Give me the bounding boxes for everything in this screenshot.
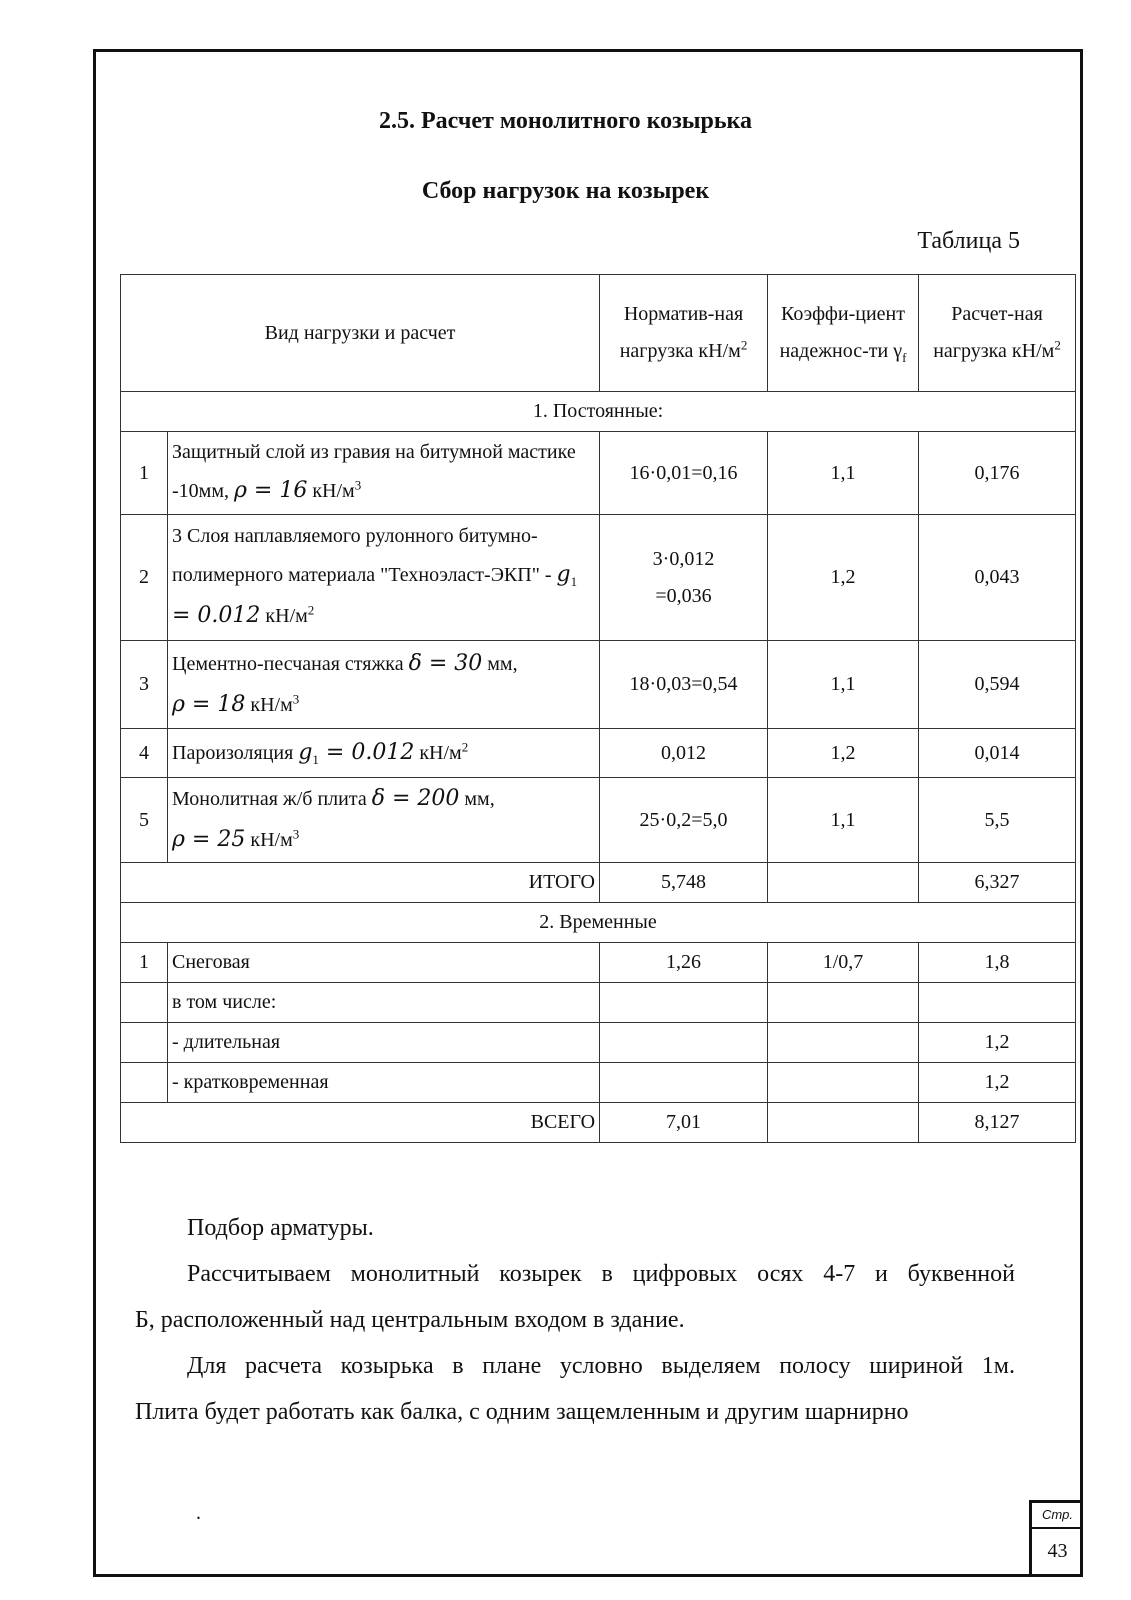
table-row: 3 Цементно-песчаная стяжка δ = 30 мм, ρ = 18 $кН/м^3$ 18·0,03=0,54 1,1 0,594: [121, 641, 1076, 729]
table-row: 1 Снеговая 1,26 1/0,7 1,8: [121, 943, 1076, 983]
section-heading: 2.5. Расчет монолитного козырька: [379, 108, 752, 134]
table-row: 1 Защитный слой из гравия на битумной мастике -10мм, ρ = 16 $кН/м^3$ 16·0,01=0,16 1,1 0,176: [121, 432, 1076, 515]
paragraph-strip: Для расчета козырька в плане условно выделяем полосу шириной 1м. Плита будет работать как балка, с одним защемленным и другим шарнирно: [135, 1353, 1015, 1425]
header-design: Расчет-ная нагрузка $кН/м^2$: [919, 275, 1076, 392]
section-row: 1. Постоянные:: [121, 392, 1076, 432]
table-row: 4 Пароизоляция $g_1 = 0.012$ $кН/м^2$ 0,012 1,2 0,014: [121, 729, 1076, 778]
paragraph-axes: Рассчитываем монолитный козырек в цифровых осях 4-7 и буквенной Б, расположенный над центральным входом в здание.: [135, 1261, 1015, 1333]
page-number: 43: [1047, 1540, 1068, 1562]
table-row: в том числе:: [121, 983, 1076, 1023]
table-header-row: [121, 275, 1076, 392]
page-stamp: [1029, 1500, 1083, 1577]
table-row: - длительная 1,2: [121, 1023, 1076, 1063]
load-description: 3 Слоя наплавляемого рулонного битумно-полимерного материала "Техноэласт-ЭКП" - $g_1 = 0.012$ $кН/м^2$: [168, 515, 600, 641]
table-row: - кратковременная 1,2: [121, 1063, 1076, 1103]
load-description: Защитный слой из гравия на битумной мастике -10мм, ρ = 16 $кН/м^3$: [168, 432, 600, 515]
section-row: 2. Временные: [121, 903, 1076, 943]
load-description: Пароизоляция $g_1 = 0.012$ $кН/м^2$: [168, 729, 600, 778]
paragraph-reinforcement: Подбор арматуры.: [187, 1215, 374, 1241]
load-description: Монолитная ж/б плита δ = 200 мм, ρ = 25 $кН/м^3$: [168, 778, 600, 863]
page-label: Стр.: [1032, 1503, 1083, 1529]
header-normative: Норматив-ная нагрузка $кН/м^2$: [600, 275, 768, 392]
table-row: 5 Монолитная ж/б плита δ = 200 мм, ρ = 25 $кН/м^3$ 25·0,2=5,0 1,1 5,5: [121, 778, 1076, 863]
table-heading: Сбор нагрузок на козырек: [421, 178, 710, 204]
total-row: ИТОГО 5,748 6,327: [121, 863, 1076, 903]
load-description: Цементно-песчаная стяжка δ = 30 мм, ρ = 18 $кН/м^3$: [168, 641, 600, 729]
header-load-type: Вид нагрузки и расчет: [121, 275, 600, 392]
stray-dot: .: [196, 1502, 201, 1524]
total-row: ВСЕГО 7,01 8,127: [121, 1103, 1076, 1143]
loads-table: [120, 274, 1076, 1143]
table-label: Таблица 5: [917, 228, 1020, 254]
header-coefficient: Коэффи-циент надежнос-ти $\gamma_f$: [768, 275, 919, 392]
table-row: 2 3 Слоя наплавляемого рулонного битумно-полимерного материала "Техноэласт-ЭКП" - $g_1 = 0.012$ $кН/м^2$ 3·0,012 =0,036 1,2 0,043: [121, 515, 1076, 641]
